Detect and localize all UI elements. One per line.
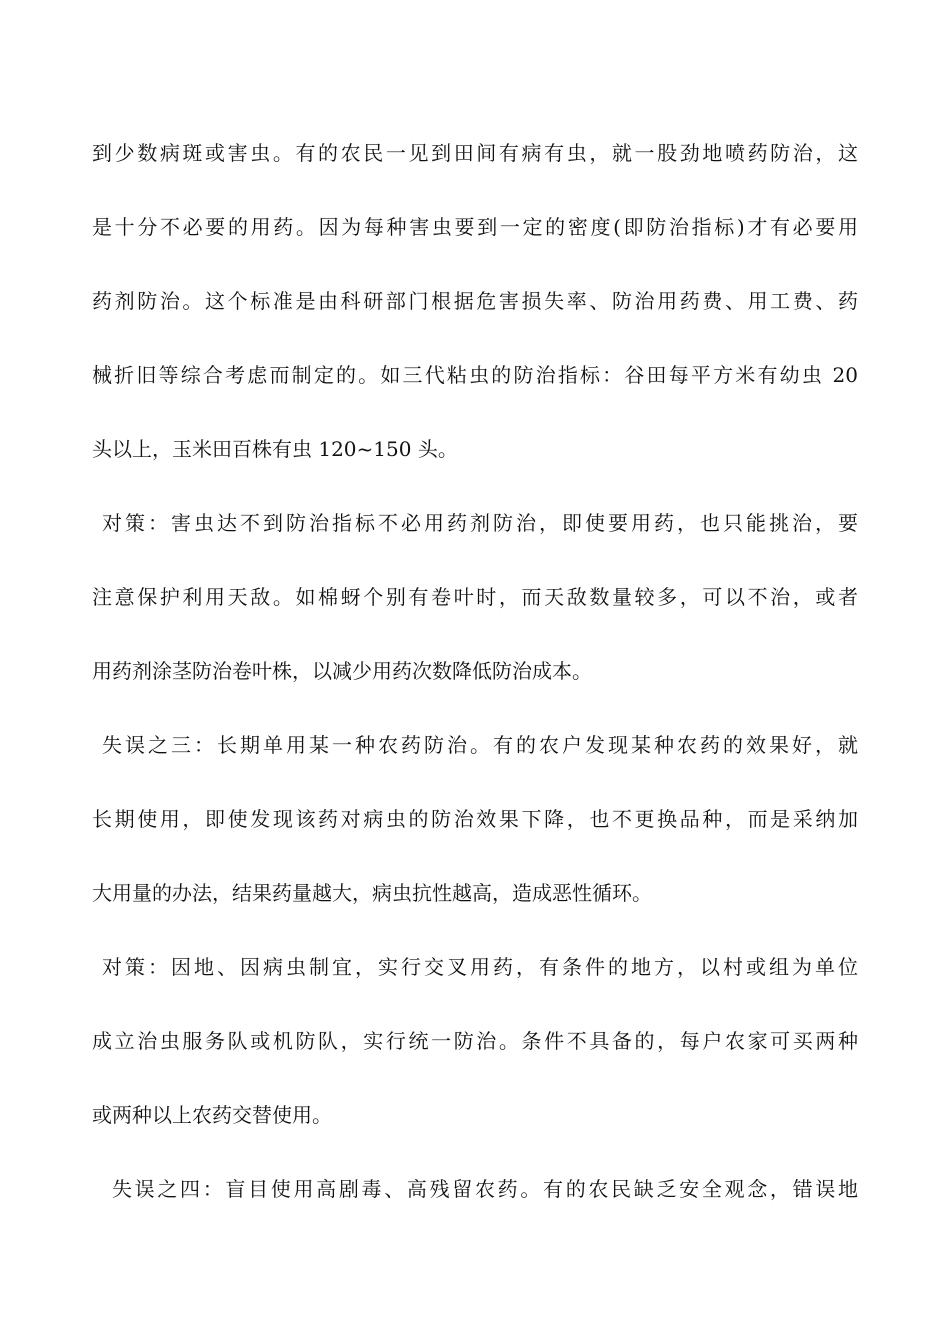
text-line: 成立治虫服务队或机防队，实行统一防治。条件不具备的，每户农家可买两种 xyxy=(92,1029,858,1053)
text-line: 失误之三：长期单用某一种农药防治。有的农户发现某种农药的效果好，就 xyxy=(102,733,858,757)
text-line: 头以上，玉米田百株有虫 120~150 头。 xyxy=(92,437,458,461)
text-line: 失误之四：盲目使用高剧毒、高残留农药。有的农民缺乏安全观念，错误地 xyxy=(112,1177,858,1201)
text-line: 药剂防治。这个标准是由科研部门根据危害损失率、防治用药费、用工费、药 xyxy=(92,289,858,313)
text-line: 用药剂涂茎防治卷叶株，以减少用药次数降低防治成本。 xyxy=(92,659,592,683)
text-line: 注意保护利用天敌。如棉蚜个别有卷叶时，而天敌数量较多，可以不治，或者 xyxy=(92,585,858,609)
text-line: 是十分不必要的用药。因为每种害虫要到一定的密度(即防治指标)才有必要用 xyxy=(92,215,858,239)
text-line: 大用量的办法，结果药量越大，病虫抗性越高，造成恶性循环。 xyxy=(92,881,652,905)
text-line: 对策：因地、因病虫制宜，实行交叉用药，有条件的地方，以村或组为单位 xyxy=(102,955,858,979)
document-body xyxy=(92,133,858,1243)
text-line: 械折旧等综合考虑而制定的。如三代粘虫的防治指标：谷田每平方米有幼虫 20 xyxy=(92,363,858,387)
text-line: 对策：害虫达不到防治指标不必用药剂防治，即使要用药，也只能挑治，要 xyxy=(102,511,858,535)
text-line: 到少数病斑或害虫。有的农民一见到田间有病有虫，就一股劲地喷药防治，这 xyxy=(92,141,858,165)
text-line: 或两种以上农药交替使用。 xyxy=(92,1103,332,1127)
text-line: 长期使用，即使发现该药对病虫的防治效果下降，也不更换品种，而是采纳加 xyxy=(92,807,858,831)
